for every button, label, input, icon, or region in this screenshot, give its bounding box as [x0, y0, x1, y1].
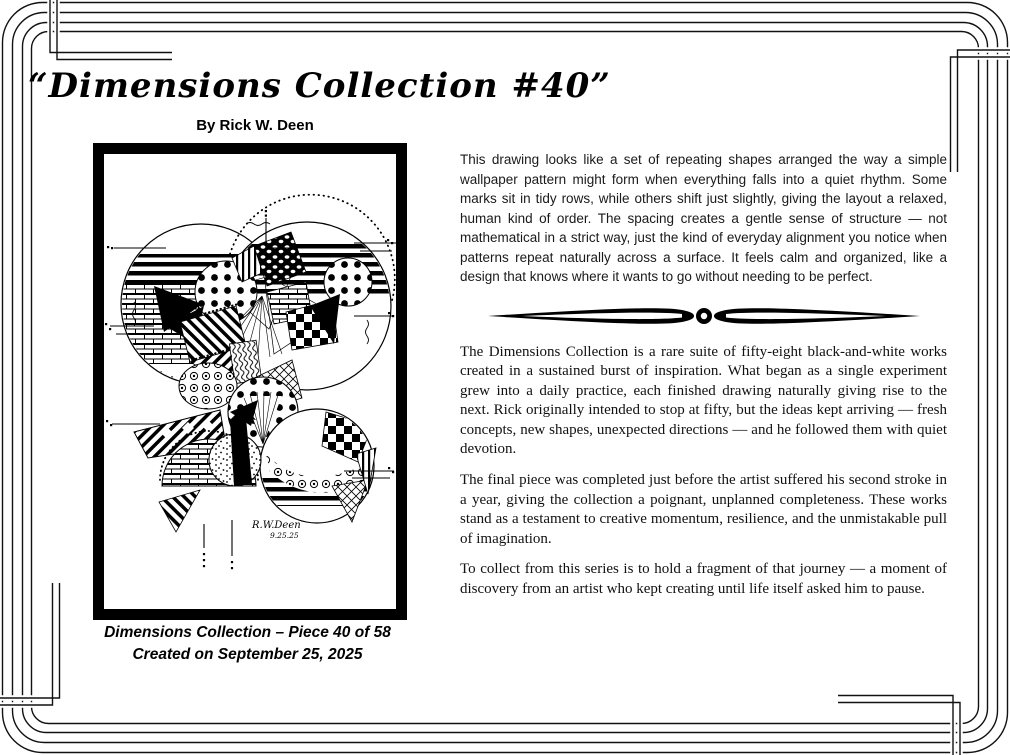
- artwork-caption: [40, 622, 455, 666]
- text-column: [460, 150, 947, 600]
- caption-piece-number: Dimensions Collection – Piece 40 of 58: [104, 624, 391, 641]
- description-paragraph: This drawing looks like a set of repeating shapes arranged the way a simple wallpaper pattern might form when everything falls into a quiet rhythm. Some marks sit in tidy rows, while others shift just slightly, giving the layout a relaxed, human kind of order. The spacing creates a gentle sense of structure — not mathematical in a strict way, just the kind of everyday alignment you notice when patterns repeat naturally across a surface. It feels calm and organized, like a design that knows where it wants to go without needing to be perfect.: [460, 152, 947, 284]
- story-paragraph-1: The Dimensions Collection is a rare suite of fifty-eight black-and-white works created in a sustained burst of inspiration. What began as a single experiment grew into a daily practice, each finished drawing naturally giving rise to the next. Rick originally intended to stop at fifty, but the ideas kept arriving — fresh concepts, new shapes, unexpected directions — and he followed them with quiet devotion.: [460, 343, 947, 458]
- artist-signature-name: R.W.Deen: [252, 520, 301, 531]
- divider-ornament: [486, 303, 922, 329]
- story-paragraph-2: The final piece was completed just before the artist suffered his second stroke in a year, giving the collection a poignant, unplanned completeness. These works stand as a testament to creative momentum, resilience, and the unmistakable pull of imagination.: [460, 472, 947, 547]
- story-paragraph-3: To collect from this series is to hold a fragment of that journey — a moment of discovery from an artist who kept creating until life itself asked him to pause.: [460, 561, 947, 598]
- page-title: “Dimensions Collection #40”: [28, 66, 611, 106]
- caption-created-date: Created on September 25, 2025: [132, 646, 363, 663]
- artwork-image: [104, 154, 396, 609]
- byline: By Rick W. Deen: [196, 117, 314, 134]
- artist-signature-date: 9.25.25: [270, 531, 299, 540]
- artwork-frame: [93, 143, 407, 620]
